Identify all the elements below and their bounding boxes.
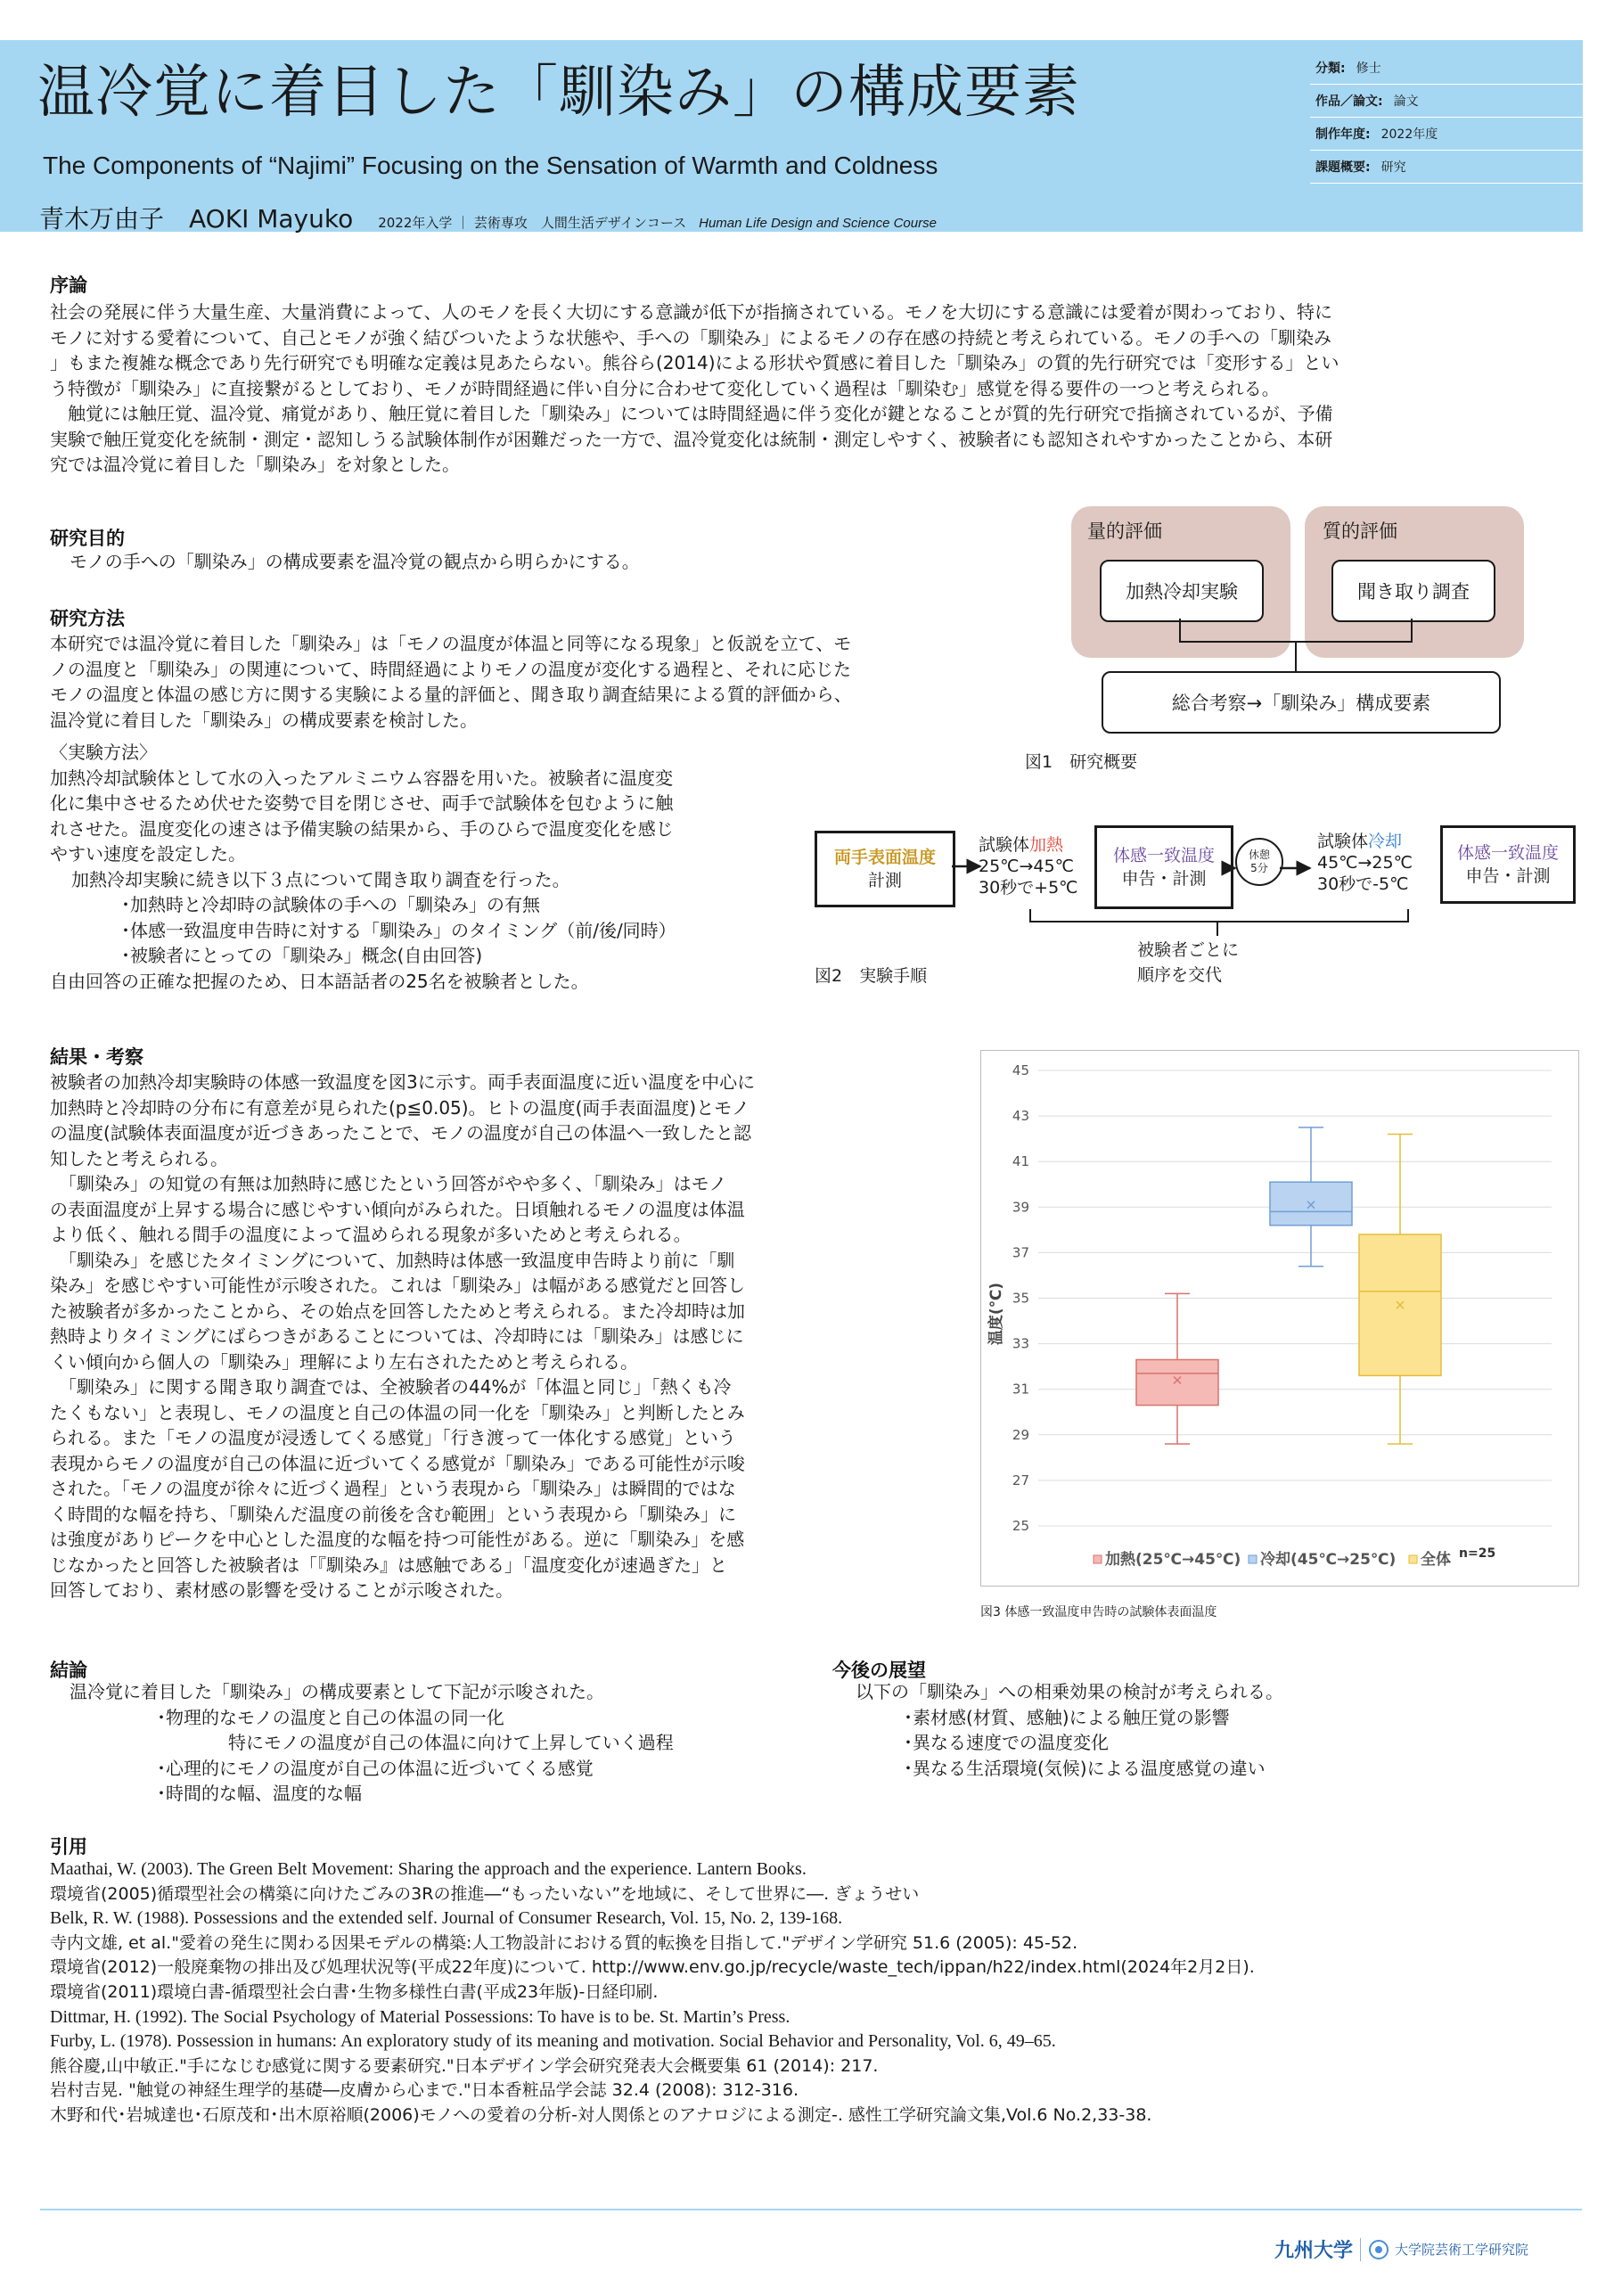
y-tick-label: 35 [1012, 1290, 1029, 1307]
intro-heading: 序論 [50, 275, 87, 296]
fig1-connector [1069, 615, 1515, 677]
y-tick-label: 31 [1012, 1381, 1029, 1398]
meta-value: 論文 [1393, 94, 1419, 109]
results-line: 回答しており、素材感の影響を受けることが示唆された。 [50, 1579, 513, 1601]
conclusion-intro: 温冷覚に着目した「馴染み」の構成要素として下記が示唆された。 [70, 1681, 604, 1702]
purpose-text: モノの手への「馴染み」の構成要素を温冷覚の観点から明らかにする。 [70, 551, 640, 572]
method-body [50, 631, 852, 994]
legend-swatch-total [1409, 1555, 1417, 1563]
flow-box-label: 計測 [867, 871, 902, 890]
future-item: ･異なる生活環境(気候)による温度感覚の違い [904, 1757, 1266, 1779]
results-line: 知したと考えられる。 [50, 1147, 228, 1169]
y-tick-label: 37 [1012, 1244, 1029, 1261]
box-0 [1136, 1359, 1218, 1405]
method-line: 本研究では温冷覚に着目した「馴染み」は「モノの温度が体温と同等になる現象」と仮説を立て、モ [50, 633, 852, 654]
intro-line: 究では温冷覚に着目した「馴染み」を対象とした。 [50, 454, 460, 475]
references-heading: 引用 [50, 1836, 87, 1857]
reference-item: 寺内文雄, et al."愛着の発生に関わる因果モデルの構築:人工物設計における質的転換を目指して."デザイン学研究 51.6 (2005): 45-52. [50, 1932, 1078, 1953]
meta-value: 修士 [1356, 62, 1381, 76]
intro-line: モノに対する愛着について、自己とモノが強く結びついたような状態や、手への「馴染み」によるモノの存在感の持続と考えられている。モノの手への「馴染み [50, 326, 1331, 348]
meta-row [1310, 52, 1583, 85]
conclusion-item: ･時間的な幅、温度的な幅 [157, 1783, 362, 1804]
legend-cool: 冷却(45℃→25℃) [1260, 1551, 1397, 1569]
meta-key: 分類: [1315, 62, 1346, 76]
quant-box: 加熱冷却実験 [1100, 560, 1264, 622]
conclusion-body [50, 1679, 674, 1807]
intro-body [50, 299, 1583, 478]
entry-info: 2022年入学 ｜ 芸術専攻 人間生活デザインコース [378, 215, 687, 231]
course-english: Human Life Design and Science Course [699, 216, 937, 231]
results-line: の温度(試験体表面温度が近づきあったことで、モノの温度が自己の体温へ一致したと認 [50, 1122, 752, 1144]
intro-line: う特徴が「馴染み」に直接繋がるとしており、モノが時間経過に伴い自分に合わせて変化していく過程は「馴染む」感覚を得る要件の一つと考えられる。 [50, 377, 1280, 399]
results-line: 染み」を感じやすい可能性が示唆された。これは「馴染み」は幅がある感覚だと回答し [50, 1275, 745, 1296]
meta-row [1310, 151, 1583, 184]
conclusion-item: ･物理的なモノの温度と自己の体温の同一化 [157, 1706, 504, 1728]
results-line: く時間的な幅を持ち、「馴染んだ温度の前後を含む範囲」という表現から「馴染み」に [50, 1503, 736, 1525]
box-plot-chart [981, 1051, 1578, 1586]
rest-label: 5分 [1250, 862, 1268, 874]
reference-item: Dittmar, H. (1992). The Social Psychology of Material Possessions: To have is to be. St. Martin’s Press. [50, 2006, 791, 2027]
y-tick-label: 29 [1012, 1426, 1029, 1443]
flow-box-label: 申告・計測 [1121, 869, 1207, 889]
flow-box-label: 体感一致温度 [1456, 843, 1559, 863]
method-line: やすい速度を設定した。 [50, 843, 246, 865]
university-name: 九州大学 [1274, 2240, 1354, 2262]
legend-swatch-heat [1094, 1555, 1102, 1563]
intro-line: 社会の発展に伴う大量生産、大量消費によって、人のモノを長く大切にする意識が低下が指摘されている。モノを大切にする意識には愛着が関わっており、特に [50, 301, 1332, 323]
reference-item: 熊谷慶,山中敏正."手になじむ感覚に関する要素研究."日本デザイン学会研究発表大会概要集 61 (2014): 217. [50, 2055, 879, 2076]
footer-divider [40, 2209, 1582, 2210]
author-name: 青木万由子 AOKI Mayuko [39, 204, 354, 234]
flow-box-label: 体感一致温度 [1112, 846, 1215, 865]
meta-key: 課題概要: [1315, 160, 1371, 175]
fig1-caption: 図1 研究概要 [1025, 752, 1138, 772]
method-line: 加熱冷却試験体として水の入ったアルミニウム容器を用いた。被験者に温度変 [50, 767, 673, 789]
order-note-line: 順序を交代 [1137, 965, 1223, 985]
references-list [50, 1857, 1255, 2128]
results-line: た被験者が多かったことから、その始点を回答したためと考えられる。また冷却時は加 [50, 1300, 745, 1322]
chart-frame [980, 1050, 1579, 1587]
interview-item: ･体感一致温度申告時に対する「馴染み」のタイミング（前/後/同時） [121, 919, 676, 941]
intro-line: 」もまた複雑な概念であり先行研究でも明確な定義は見あたらない。熊谷ら(2014)による形状や質感に着目した「馴染み」の質的先行研究では「変形する」とい [50, 352, 1339, 373]
meta-row [1310, 85, 1583, 118]
y-tick-label: 25 [1012, 1518, 1029, 1534]
method-line: ノの温度と「馴染み」の関連について、時間経過によりモノの温度が変化する過程と、それに応じた [50, 658, 851, 680]
meta-value: 研究 [1380, 160, 1406, 175]
results-line: 被験者の加熱冷却実験時の体感一致温度を図3に示す。両手表面温度に近い温度を中心に [50, 1071, 756, 1093]
conclusion-heading: 結論 [50, 1660, 87, 1681]
method-final-line: 自由回答の正確な把握のため、日本語話者の25名を被験者とした。 [50, 970, 589, 992]
future-item: ･異なる速度での温度変化 [904, 1732, 1109, 1753]
results-line: 「馴染み」に関する聞き取り調査では、全被験者の44%が「体温と同じ」「熱くも冷 [50, 1376, 732, 1398]
y-tick-label: 39 [1012, 1199, 1029, 1216]
flow-box-label: 両手表面温度 [833, 848, 936, 867]
interview-item: ･加熱時と冷却時の試験体の手への「馴染み」の有無 [121, 894, 540, 915]
intro-line: 触覚には触圧覚、温冷覚、痛覚があり、触圧覚に着目した「馴染み」については時間経過に伴う変化が鍵となることが質的先行研究で指摘されているが、予備 [50, 403, 1333, 424]
method-line: 化に集中させるため伏せた姿勢で目を閉じさせ、両手で試験体を包むように触 [50, 792, 674, 814]
legend-heat: 加熱(25℃→45℃) [1105, 1551, 1241, 1569]
future-heading: 今後の展望 [832, 1660, 926, 1681]
meta-table [1310, 52, 1583, 184]
legend-swatch-cool [1249, 1555, 1257, 1563]
results-line: の表面温度が上昇する場合に感じやすい傾向がみられた。日頃触れるモノの温度は体温 [50, 1198, 745, 1220]
meta-row [1310, 118, 1583, 151]
heat-range: 25℃→45℃ [979, 857, 1074, 876]
results-line: 加熱時と冷却時の分布に有意差が見られた(p≦0.05)。ヒトの温度(両手表面温度)とモノ [50, 1096, 750, 1119]
university-emblem-icon [1368, 2239, 1389, 2260]
method-heading: 研究方法 [50, 608, 125, 629]
reference-item: Maathai, W. (2003). The Green Belt Movement: Sharing the approach and the experience. Lantern Books. [50, 1859, 807, 1879]
footer [1274, 2235, 1528, 2263]
results-line: 表現からモノの温度が自己の体温に近づいてくる感覚が「馴染み」である可能性が示唆 [50, 1452, 745, 1474]
flow-box-label: 申告・計測 [1465, 866, 1551, 886]
qual-label: 質的評価 [1323, 521, 1397, 542]
flow-box-surface-temp [815, 831, 955, 907]
meta-key: 制作年度: [1315, 127, 1371, 142]
heat-prefix: 試験体 [979, 835, 1030, 855]
fig3-caption: 図3 体感一致温度申告時の試験体表面温度 [980, 1605, 1217, 1620]
order-note [1137, 938, 1239, 988]
interview-item: ･被験者にとっての「馴染み」概念(自由回答) [121, 945, 483, 966]
reference-item: 環境省(2012)一般廃棄物の排出及び処理状況等(平成22年度)について. http://www.env.go.jp/recycle/waste_tech/ippan/h22/index.html(2024年2月2日). [50, 1957, 1255, 1978]
cool-word: 冷却 [1368, 832, 1403, 851]
method-line: れさせた。温度変化の速さは予備実験の結果から、手のひらで温度変化を感じ [50, 817, 674, 840]
fig2-arrows [945, 838, 1515, 945]
interview-line: 加熱冷却実験に続き以下３点について聞き取り調査を行った。 [71, 868, 570, 890]
y-tick-label: 45 [1012, 1062, 1029, 1078]
results-line: 熱時よりタイミングにばらつきがあることについては、冷却時には「馴染み」は感じに [50, 1325, 744, 1347]
reference-item: 岩村吉晃. "触覚の神経生理学的基礎―皮膚から心まで."日本香粧品学会誌 32.4 (2008): 312-316. [50, 2080, 799, 2101]
intro-line: 実験で触圧覚変化を統制・測定・認知しうる試験体制作が困難だった一方で、温冷覚変化は統制・測定しやすく、被験者にも認知されやすかったことから、本研 [50, 428, 1333, 450]
department-name: 大学院芸術工学研究院 [1395, 2242, 1529, 2258]
reference-item: 木野和代･岩城達也･石原茂和･出木原裕順(2006)モノへの愛着の分析-対人関係とのアナロジによる測定-. 感性工学研究論文集,Vol.6 No.2,33-38. [50, 2104, 1152, 2125]
title-english: The Components of “Najimi” Focusing on the Sensation of Warmth and Coldness [43, 152, 938, 179]
y-tick-label: 43 [1012, 1108, 1029, 1125]
reference-item: Furby, L. (1978). Possession in humans: An exploratory study of its meaning and motivation. Social Behavior and Personality, Vol. 6, 49–65. [50, 2031, 1056, 2052]
order-note-line: 被験者ごとに [1137, 940, 1240, 960]
rest-label: 休憩 [1248, 849, 1270, 861]
title-japanese: 温冷覚に着目した「馴染み」の構成要素 [37, 60, 1080, 126]
future-body [832, 1679, 1283, 1781]
reference-item: Belk, R. W. (1988). Possessions and the extended self. Journal of Consumer Research, Vol. 15, No. 2, 139-168. [50, 1908, 843, 1929]
conclusion-item: ･心理的にモノの温度が自己の体温に近づいてくる感覚 [157, 1757, 594, 1779]
author-line [39, 200, 937, 235]
method-line: 温冷覚に着目した「馴染み」の構成要素を検討した。 [50, 709, 478, 731]
box-1 [1270, 1182, 1352, 1226]
method-line: モノの温度と体温の感じ方に関する実験による量的評価と、聞き取り調査結果による質的評価から、 [50, 684, 852, 705]
y-tick-label: 27 [1012, 1472, 1029, 1488]
qual-box: 聞き取り調査 [1331, 560, 1495, 622]
cool-prefix: 試験体 [1317, 832, 1369, 851]
heat-rate: 30秒で+5℃ [979, 878, 1078, 898]
summary-box: 総合考察→「馴染み」構成要素 [1102, 671, 1501, 734]
future-item: ･素材感(材質、感触)による触圧覚の影響 [904, 1706, 1230, 1728]
results-line: られる。また「モノの温度が浸透してくる感覚」「行き渡って一体化する感覚」という [50, 1427, 736, 1448]
results-heading: 結果・考察 [50, 1046, 143, 1068]
reference-item: 環境省(2005)循環型社会の構築に向けたごみの3Rの推進―“もったいない”を地域に、そして世界に―. ぎょうせい [50, 1883, 920, 1904]
y-axis-label: 温度(℃) [987, 1282, 1005, 1346]
results-line: 「馴染み」を感じたタイミングについて、加熱時は体感一致温度申告時より前に「馴 [50, 1249, 735, 1271]
heat-word: 加熱 [1029, 835, 1064, 855]
results-line: たくもない」と表現し、モノの温度と自己の体温の同一化を「馴染み」と判断したとみ [50, 1401, 745, 1423]
quant-label: 量的評価 [1087, 521, 1162, 542]
results-line: 「馴染み」の知覚の有無は加熱時に感じたという回答がやや多く、「馴染み」はモノ [50, 1173, 727, 1194]
results-line: じなかったと回答した被験者は「『馴染み』は感触である」「温度変化が速過ぎた」と [50, 1554, 727, 1576]
results-body [50, 1070, 755, 1603]
reference-item: 環境省(2011)環境白書-循環型社会白書･生物多様性白書(平成23年版)-日経印刷. [50, 1981, 659, 2002]
y-tick-label: 33 [1012, 1335, 1029, 1352]
experiment-subheading: 〈実験方法〉 [50, 742, 157, 763]
sample-size-label: n=25 [1459, 1546, 1496, 1561]
cool-range: 45℃→25℃ [1317, 853, 1413, 873]
results-line: くい傾向から個人の「馴染み」理解により左右されたためと考えられる。 [50, 1350, 638, 1373]
footer-separator [1360, 2238, 1361, 2261]
y-tick-label: 41 [1012, 1153, 1029, 1170]
fig2-caption: 図2 実験手順 [815, 966, 928, 986]
results-line: より低く、触れる間手の温度によって温められる現象が多いためと考えられる。 [50, 1224, 692, 1245]
results-line: は強度がありピークを中心とした温度的な幅を持つ可能性がある。逆に「馴染み」を感 [50, 1529, 745, 1550]
conclusion-item: 特にモノの温度が自己の体温に向けて上昇していく過程 [228, 1732, 674, 1753]
results-line: された。「モノの温度が徐々に近づく過程」という表現から「馴染み」は瞬間的ではな [50, 1478, 736, 1499]
meta-key: 作品／論文: [1315, 94, 1383, 109]
purpose-heading: 研究目的 [50, 528, 125, 549]
future-intro: 以下の「馴染み」への相乗効果の検討が考えられる。 [856, 1681, 1283, 1702]
meta-value: 2022年度 [1380, 127, 1438, 142]
legend-total: 全体 [1421, 1551, 1451, 1569]
cool-rate: 30秒で-5℃ [1317, 874, 1409, 894]
